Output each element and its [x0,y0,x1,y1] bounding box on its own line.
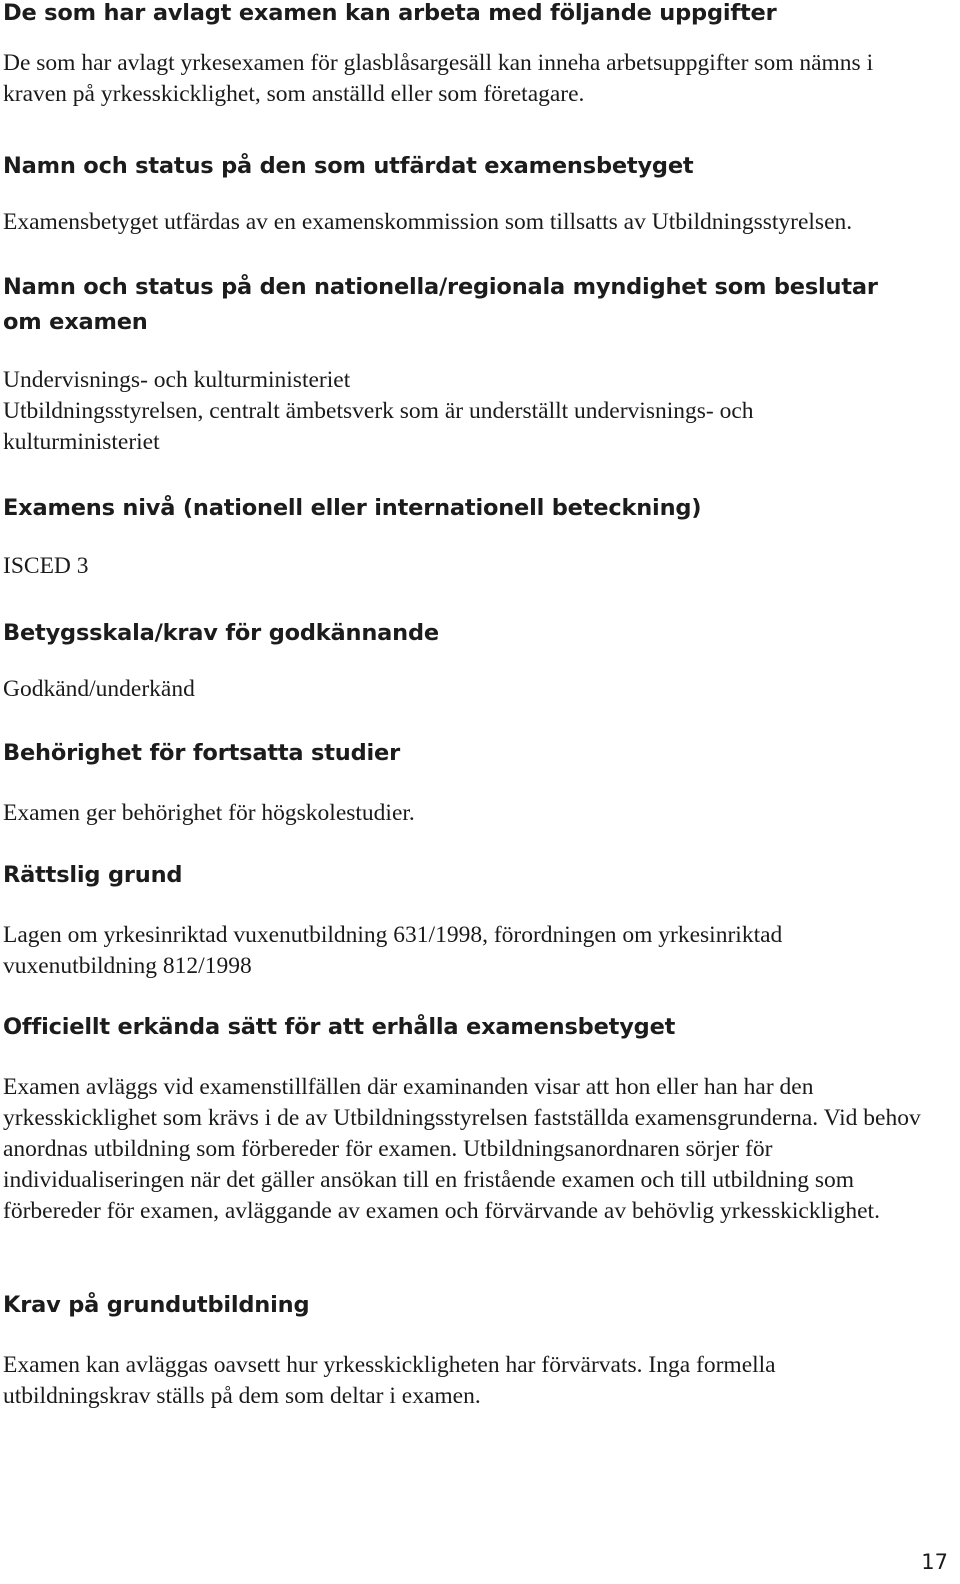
section-uppgifter [3,0,953,110]
paragraph-behorighet: Examen ger behörighet för högskolestudier. [3,800,415,826]
section-officiella-satt [3,1010,953,1227]
paragraph-betygsskala: Godkänd/underkänd [3,676,195,702]
heading-utfardare: Namn och status på den som utfärdat examensbetyget [3,153,694,179]
paragraph-officiella-satt: Examen avläggs vid examenstillfällen där examinanden visar att hon eller han har den yrkesskicklighet som krävs i de av Utbildningsstyrelsen fastställda examensgrunderna. Vid behov anordnas utbildning som förbereder för examen. Utbildningsanordnaren sörjer för individualiseringen när det gäller ansökan till en fristående examen och till utbildning som förbereder för examen, avläggande av examen och förvärvande av behövlig yrkesskicklighet. [3,1074,921,1224]
paragraph-utbildningsstyrelsen: Utbildningsstyrelsen, centralt ämbetsverk som är underställt undervisnings- och kulturministeriet [3,398,754,455]
heading-niva: Examens nivå (nationell eller internationell beteckning) [3,495,702,521]
heading-betygsskala: Betygsskala/krav för godkännande [3,620,439,646]
paragraph-rattslig-grund: Lagen om yrkesinriktad vuxenutbildning 631/1998, förordningen om yrkesinriktad vuxenutbildning 812/1998 [3,922,783,979]
heading-officiella-satt: Officiellt erkända sätt för att erhålla examensbetyget [3,1014,676,1040]
section-utfardare [3,149,953,238]
section-niva [3,491,953,582]
heading-behorighet: Behörighet för fortsatta studier [3,740,400,766]
heading-uppgifter: De som har avlagt examen kan arbeta med följande uppgifter [3,0,777,26]
section-behorighet [3,736,953,829]
heading-myndighet: Namn och status på den nationella/regionala myndighet som beslutar om examen [3,274,878,335]
section-betygsskala [3,616,953,705]
paragraph-ministeriet: Undervisnings- och kulturministeriet [3,367,351,393]
paragraph-niva: ISCED 3 [3,553,89,579]
section-grundutbildning [3,1288,953,1412]
page-number: 17 [921,1550,948,1574]
paragraph-utfardare: Examensbetyget utfärdas av en examenskommission som tillsatts av Utbildningsstyrelsen. [3,209,853,235]
heading-rattslig-grund: Rättslig grund [3,862,183,888]
paragraph-uppgifter: De som har avlagt yrkesexamen för glasblåsargesäll kan inneha arbetsuppgifter som nämns i kraven på yrkesskicklighet, som anställd eller som företagare. [3,50,874,107]
paragraph-grundutbildning: Examen kan avläggas oavsett hur yrkesskickligheten har förvärvats. Inga formella utbildningskrav ställs på dem som deltar i examen. [3,1352,776,1409]
heading-grundutbildning: Krav på grundutbildning [3,1292,310,1318]
section-rattslig-grund [3,858,953,982]
section-myndighet [3,270,953,458]
